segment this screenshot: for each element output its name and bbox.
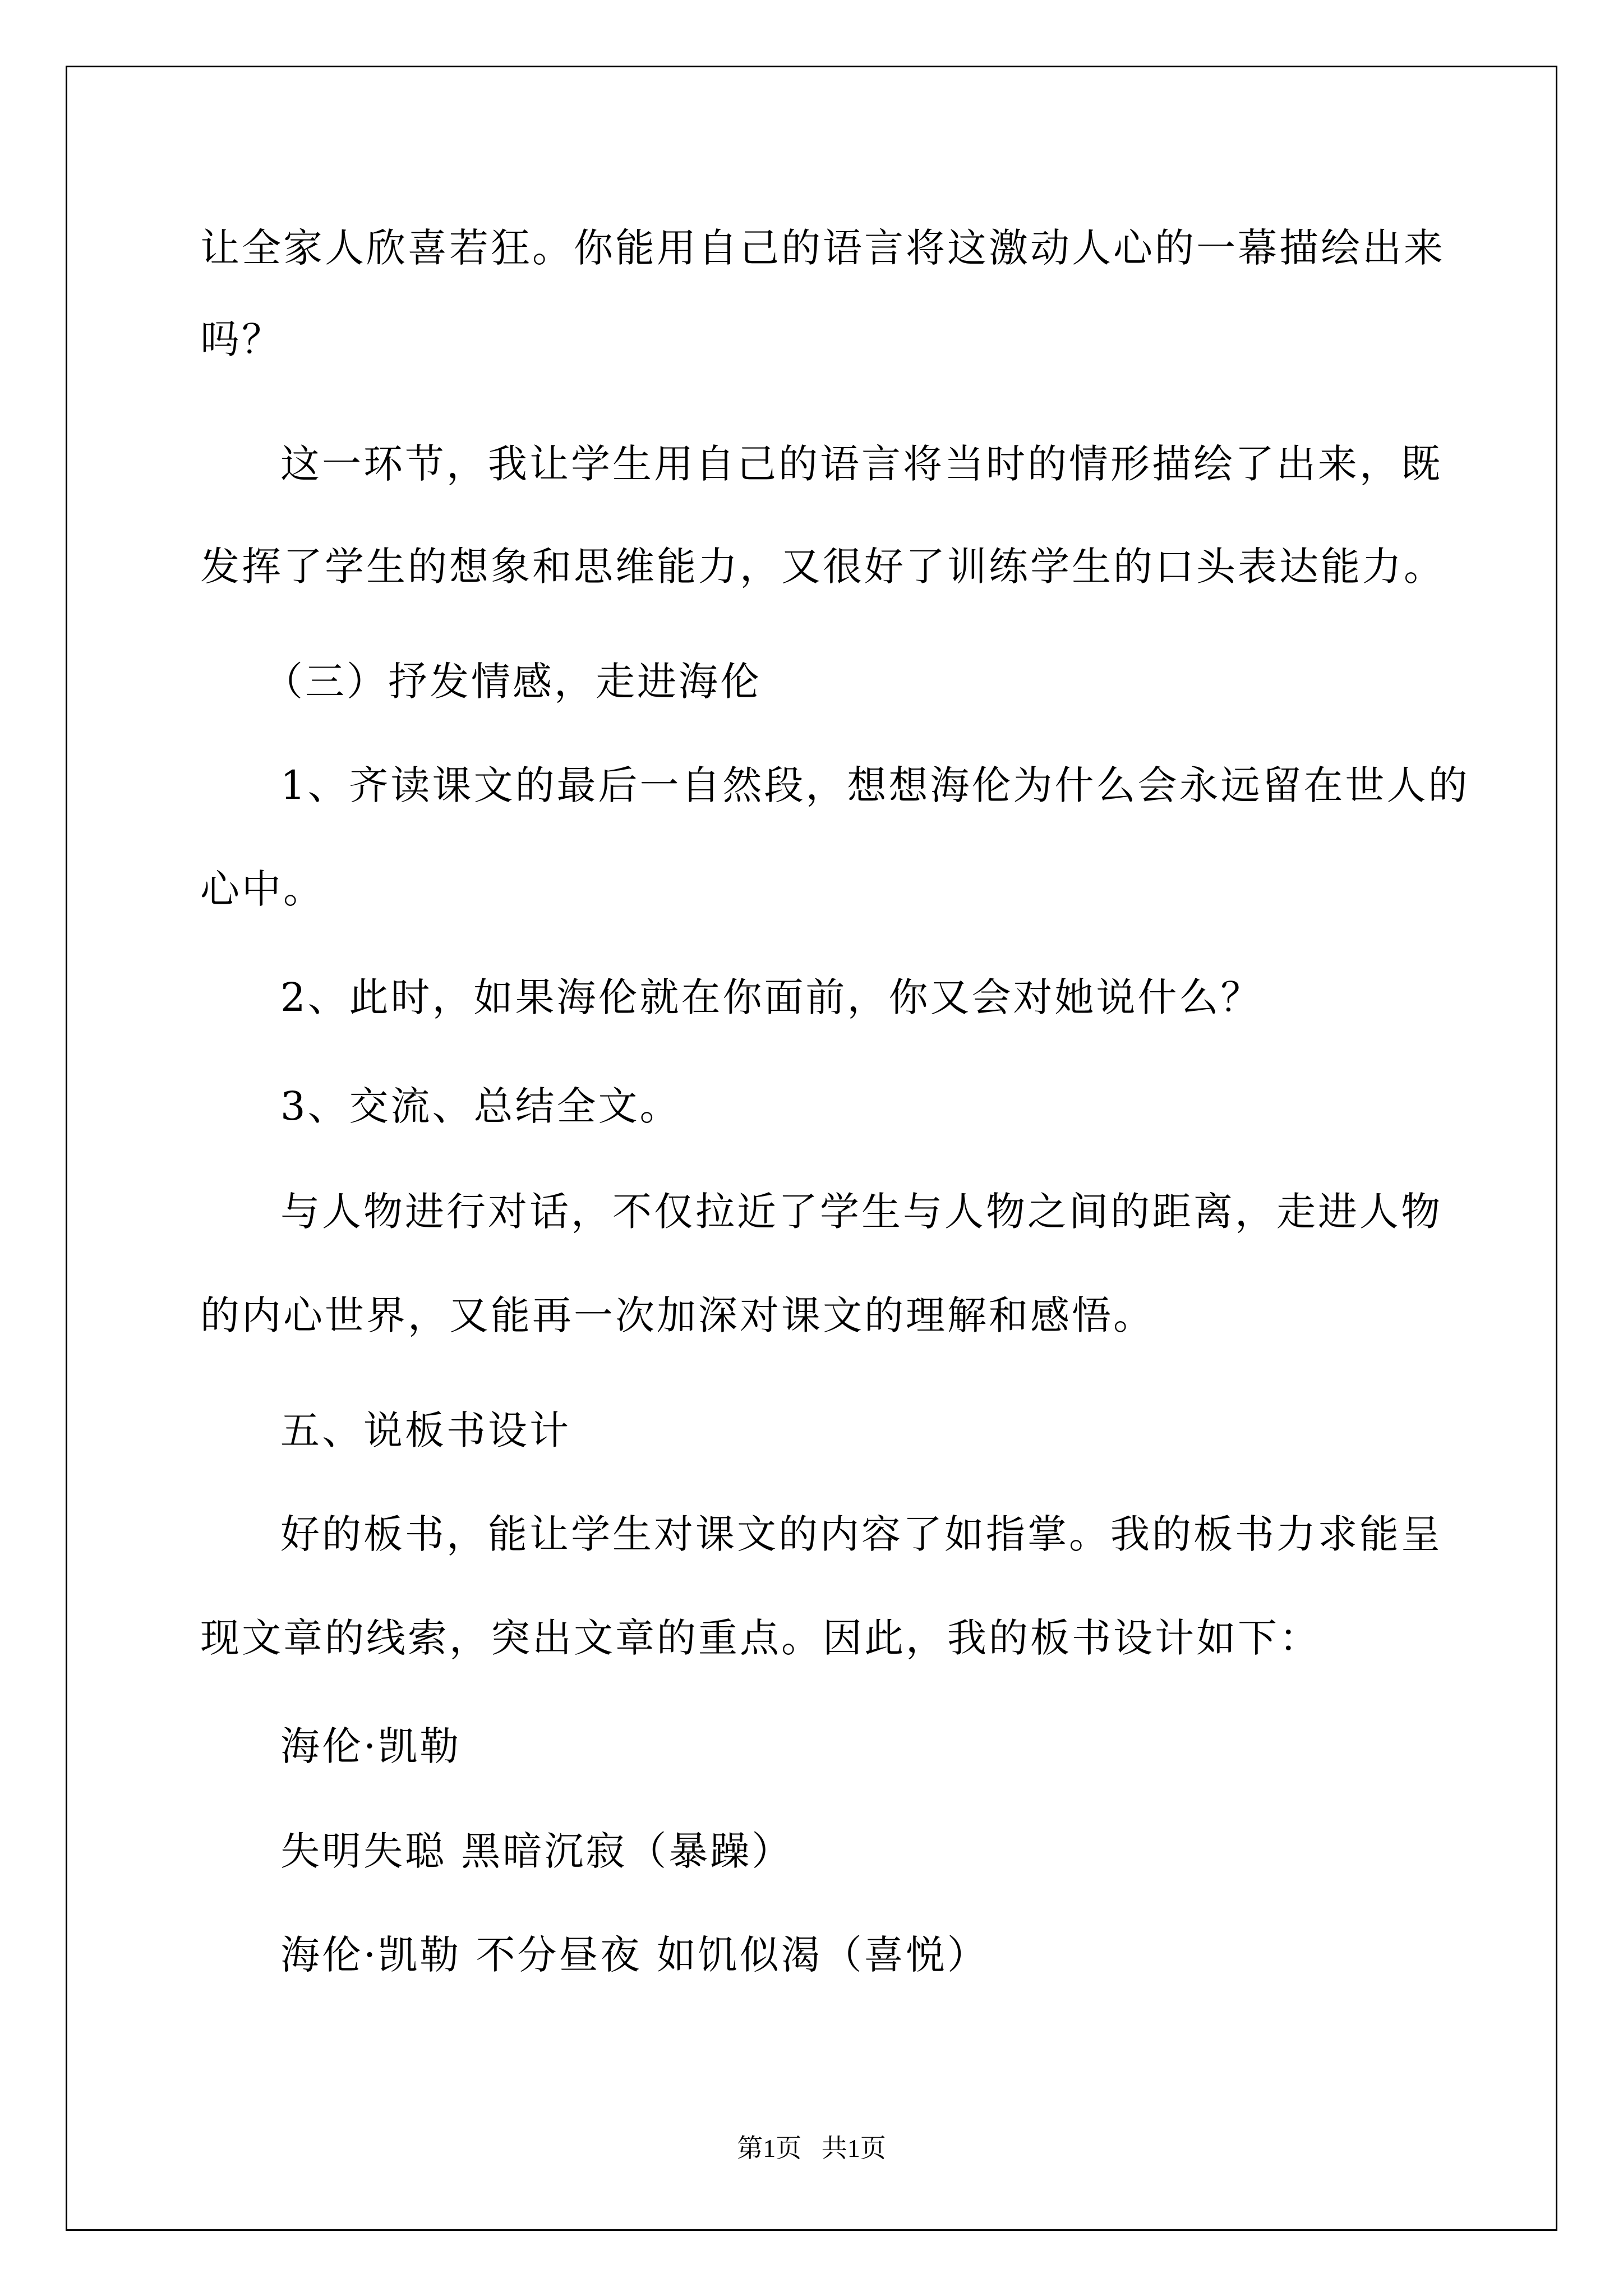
page-number-current: 第1页 bbox=[737, 2134, 802, 2162]
text-line: 3、交流、总结全文。 bbox=[280, 1083, 681, 1129]
section-heading: （三）抒发情感，走进海伦 bbox=[264, 659, 762, 705]
text-line: 发挥了学生的想象和思维能力，又很好了训练学生的口头表达能力。 bbox=[200, 544, 1445, 590]
page-footer bbox=[0, 2132, 1623, 2165]
page-border bbox=[66, 66, 1557, 2231]
page-number-total: 共1页 bbox=[821, 2134, 886, 2162]
text-line: 的内心世界，又能再一次加深对课文的理解和感悟。 bbox=[200, 1292, 1155, 1338]
text-line: 心中。 bbox=[200, 866, 325, 912]
text-line: 这一环节，我让学生用自己的语言将当时的情形描绘了出来，既 bbox=[280, 441, 1442, 487]
text-line: 现文章的线索，突出文章的重点。因此，我的板书设计如下： bbox=[200, 1615, 1321, 1661]
text-line: 让全家人欣喜若狂。你能用自己的语言将这激动人心的一幕描绘出来 bbox=[200, 225, 1445, 271]
text-line: 海伦·凯勒 不分昼夜 如饥似渴（喜悦） bbox=[280, 1932, 989, 1978]
text-line: 海伦·凯勒 bbox=[280, 1723, 462, 1769]
section-heading: 五、说板书设计 bbox=[280, 1407, 571, 1453]
text-line: 1、齐读课文的最后一自然段，想想海伦为什么会永远留在世人的 bbox=[280, 762, 1470, 808]
text-line: 吗？ bbox=[200, 316, 283, 362]
text-line: 好的板书，能让学生对课文的内容了如指掌。我的板书力求能呈 bbox=[280, 1511, 1442, 1557]
text-line: 2、此时，如果海伦就在你面前，你又会对她说什么？ bbox=[280, 974, 1262, 1020]
text-line: 失明失聪 黑暗沉寂（暴躁） bbox=[280, 1828, 794, 1874]
text-line: 与人物进行对话，不仅拉近了学生与人物之间的距离，走进人物 bbox=[280, 1189, 1442, 1235]
